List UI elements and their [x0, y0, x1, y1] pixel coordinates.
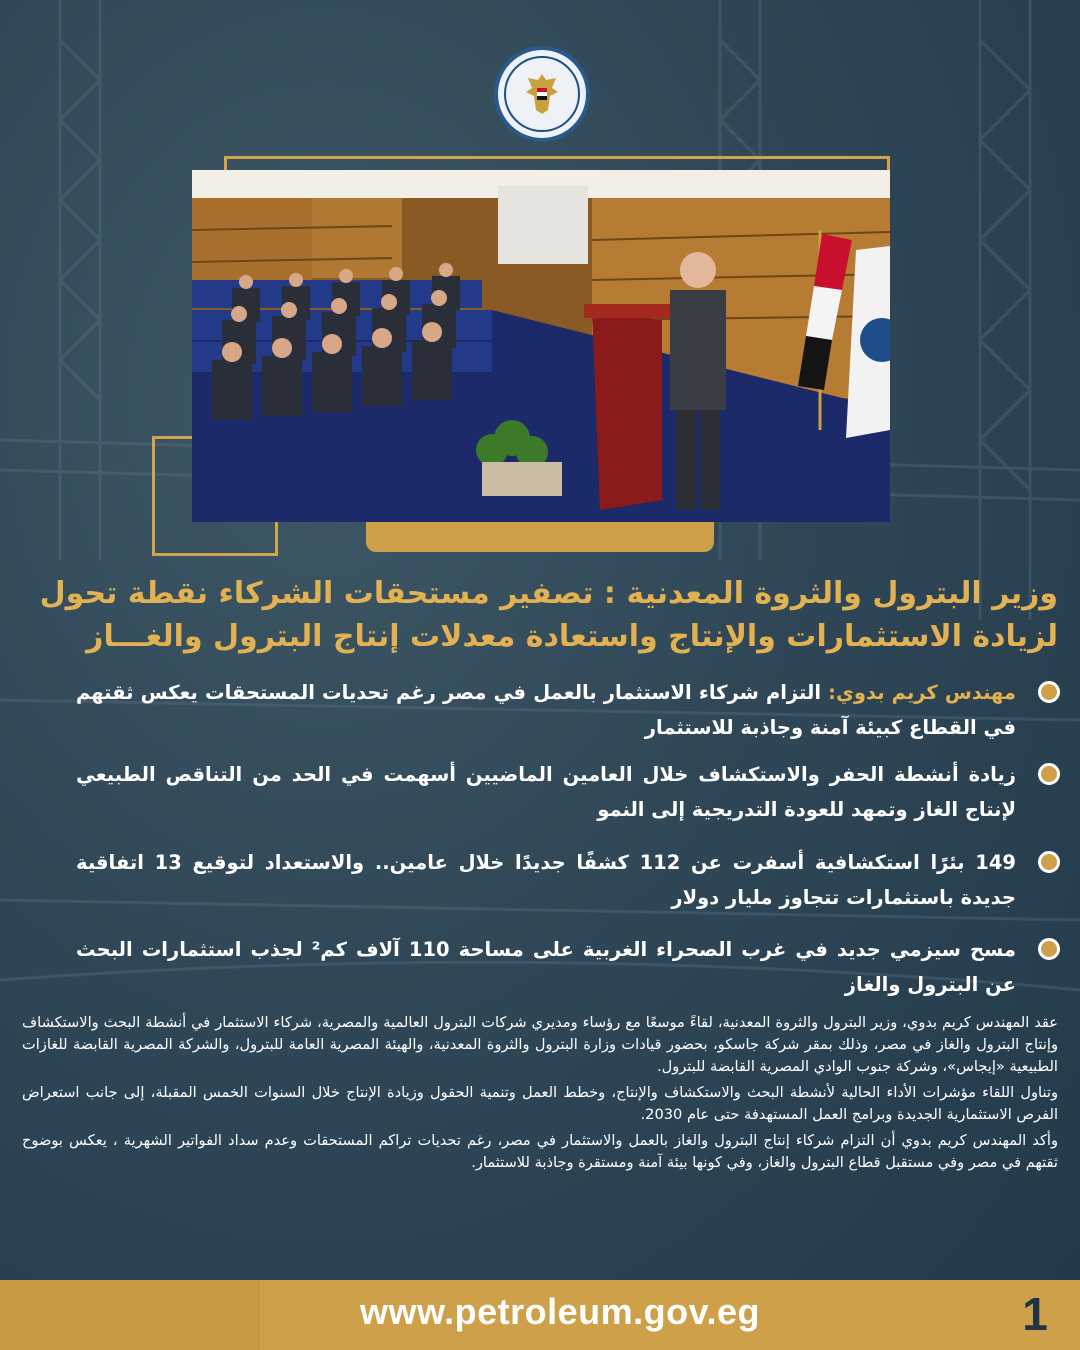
bullet-dot-icon: [1038, 763, 1060, 785]
body-paragraph: عقد المهندس كريم بدوي، وزير البترول والثروة المعدنية، لقاءً موسعًا مع رؤساء ومديري شركات البترول العالمية والمصرية، شركاء الاستثمار في أنشطة البحث والاستكشاف وإنتاج البترول والغاز في مصر، وذلك بمقر شركة جاسكو، بحضور قيادات وزارة البترول والثروة المعدنية، والهيئة المصرية العامة للبترول، والشركة المصرية القابضة للغازات الطبيعية «إيجاس»، وشركة جنوب الوادي المصرية القابضة للبترول.: [22, 1014, 1058, 1075]
bullet-item: [76, 675, 1016, 745]
headline-line-1: وزير البترول والثروة المعدنية : تصفير مستحقات الشركاء نقطة تحول: [39, 576, 1058, 611]
bullet-item: [76, 845, 1016, 915]
headline: [22, 572, 1058, 658]
website-link[interactable]: www.petroleum.gov.eg: [359, 1291, 761, 1332]
bullet-dot-icon: [1038, 851, 1060, 873]
headline-line-2: لزيادة الاستثمارات والإنتاج واستعادة معدلات إنتاج البترول والغـــاز: [86, 619, 1058, 654]
bullet-text: مسح سيزمي جديد في غرب الصحراء الغربية على مساحة 110 آلاف كم² لجذب استثمارات البحث عن البترول والغاز: [76, 938, 1016, 996]
article-body: [22, 1012, 1058, 1178]
meeting-photo: [192, 170, 890, 522]
bullet-text: 149 بئرًا استكشافية أسفرت عن 112 كشفًا جديدًا خلال عامين.. والاستعداد لتوقيع 13 اتفاقية جديدة باستثمارات تتجاوز مليار دولار: [76, 851, 1016, 909]
ministry-logo: [494, 46, 590, 142]
eagle-emblem-icon: [522, 70, 562, 118]
footer-accent: [0, 1280, 260, 1350]
bullet-item: [76, 757, 1016, 827]
page-number: 1: [1022, 1288, 1048, 1340]
bullet-text: التزام شركاء الاستثمار بالعمل في مصر رغم تحديات المستحقات يعكس ثقتهم في القطاع كبيئة آمنة وجاذبة للاستثمار: [76, 681, 1016, 739]
bullet-dot-icon: [1038, 938, 1060, 960]
bullet-lead: مهندس كريم بدوي:: [828, 681, 1016, 704]
body-paragraph: وأكد المهندس كريم بدوي أن التزام شركاء إنتاج البترول والغاز بالعمل والاستثمار في مصر، رغم تحديات تراكم المستحقات وعدم سداد الفواتير الشهرية ، يعكس بوضوح ثقتهم في مصر وفي مستقبل قطاع البترول والغاز، وفي كونها بيئة آمنة ومستقرة وجاذبة للاستثمار.: [22, 1132, 1058, 1171]
footer-bar: [0, 1280, 1080, 1350]
bullet-item: [76, 932, 1016, 1002]
body-paragraph: وتناول اللقاء مؤشرات الأداء الحالية لأنشطة البحث والاستكشاف والإنتاج، وخطط العمل وتنمية الحقول وزيادة الإنتاج خلال السنوات الخمس المقبلة، إلى جانب استعراض الفرص الاستثمارية الجديدة وبرامج العمل المستهدفة حتى عام 2030.: [22, 1084, 1058, 1123]
bullet-dot-icon: [1038, 681, 1060, 703]
bullet-text: زيادة أنشطة الحفر والاستكشاف خلال العامين الماضيين أسهمت في الحد من التناقص الطبيعي لإنتاج الغاز وتمهد للعودة التدريجية إلى النمو: [76, 763, 1016, 821]
meeting-hall-illustration: [192, 170, 890, 522]
